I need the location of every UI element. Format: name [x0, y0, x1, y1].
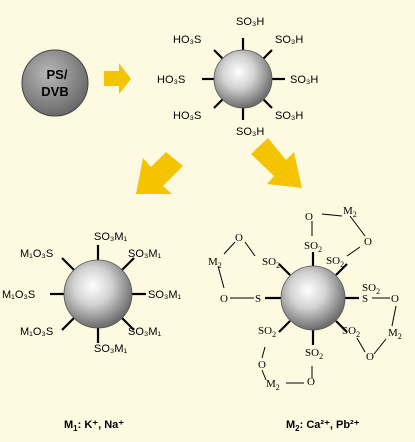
m1o3s-top-left: M₁O₃S	[20, 248, 54, 260]
m2-so2-upper-left: $SO_2$	[262, 256, 281, 270]
so3h-bottom-right: SO₃H	[275, 110, 304, 122]
ho3s-top-left: HO₃S	[173, 34, 202, 46]
ps-dvb-bead	[22, 50, 88, 116]
m2-o-1: O	[305, 211, 313, 223]
m2-s-left: S	[255, 293, 262, 305]
so3m1-bottom: SO₃M₁	[94, 343, 128, 355]
m2-metal-left: $M_2$	[208, 256, 222, 270]
m2-o-8: O	[307, 376, 315, 388]
arrow-down-left-icon	[136, 152, 183, 194]
caption-m2: $M_2$: Ca²⁺, Pb²⁺	[286, 419, 360, 433]
m2-so2-right-top: $SO_2$	[362, 282, 381, 296]
m2-metal-right: $M_2$	[388, 327, 402, 341]
so3m1-top-right: SO₃M₁	[128, 248, 162, 260]
ho3s-bottom-left: HO₃S	[173, 110, 202, 122]
m1-particle	[2, 231, 182, 355]
m2-so2-bottom: $SO_2$	[305, 347, 324, 361]
arrow-right-icon	[104, 63, 131, 94]
so3m1-top: SO₃M₁	[94, 231, 128, 243]
m2-o-5: O	[391, 293, 399, 305]
m2-o-7: O	[258, 359, 266, 371]
m2-s-right: S	[362, 293, 369, 305]
ho3s-left: HO₃S	[157, 74, 186, 86]
m2-o-6: O	[366, 351, 374, 363]
core-label-line2: DVB	[41, 84, 69, 99]
m2-metal-top: $M_2$	[343, 205, 357, 219]
so3h-top-right: SO₃H	[275, 34, 304, 46]
so3h-bottom: SO₃H	[236, 126, 265, 138]
m2-so2-top: $SO_2$	[304, 240, 323, 254]
caption-m1: $M_1$: K⁺, Na⁺	[64, 419, 125, 433]
so3m1-bottom-right: SO₃M₁	[128, 326, 162, 338]
m1o3s-bottom-left: M₁O₃S	[20, 326, 54, 338]
m2-so2-top-right: $SO_2$	[326, 255, 345, 269]
m2-so2-lower-left: $SO_2$	[258, 325, 277, 339]
m2-metal-bottom: $M_2$	[266, 378, 280, 392]
m2-o-4: O	[220, 293, 228, 305]
so3h-right: SO₃H	[290, 74, 319, 86]
core-label-line1: PS/	[46, 67, 68, 82]
so3m1-right: SO₃M₁	[148, 289, 182, 301]
m2-o-2: O	[364, 236, 372, 248]
m2-particle	[208, 205, 402, 392]
m1o3s-left: M₁O₃S	[2, 289, 36, 301]
m2-so2-lower-right: $SO_2$	[342, 325, 361, 339]
arrow-down-right-icon	[251, 138, 302, 188]
so3h-top: SO₃H	[236, 16, 265, 28]
sulfonated-particle	[157, 16, 318, 138]
m2-o-3: O	[235, 232, 243, 244]
